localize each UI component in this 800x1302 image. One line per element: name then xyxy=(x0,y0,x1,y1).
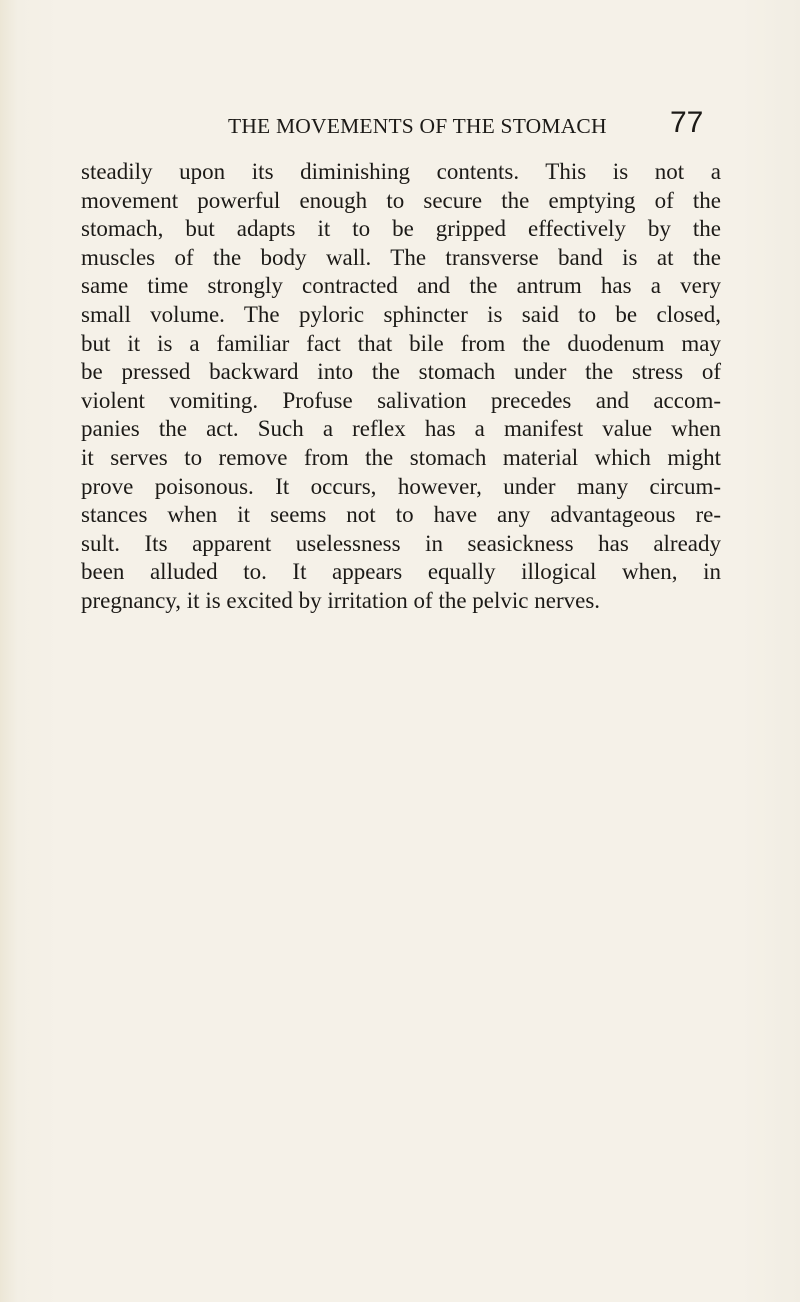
text-line: stomach, but adapts it to be gripped effectively by the xyxy=(81,216,721,242)
text-line: stances when it seems not to have any advantageous re- xyxy=(81,502,721,528)
text-line: small volume. The pyloric sphincter is said to be closed, xyxy=(81,301,721,327)
text-line: been alluded to. It appears equally illogical when, in xyxy=(81,559,721,585)
text-line: same time strongly contracted and the antrum has a very xyxy=(81,273,721,299)
page-number: 77 xyxy=(670,106,704,139)
text-line: pregnancy, it is excited by irritation of the pelvic nerves. xyxy=(81,587,601,613)
running-title: THE MOVEMENTS OF THE STOMACH xyxy=(228,114,607,138)
text-line: it serves to remove from the stomach material which might xyxy=(81,444,721,470)
text-line: violent vomiting. Profuse salivation precedes and accom- xyxy=(81,387,721,413)
body-paragraph xyxy=(81,158,721,616)
text-line: muscles of the body wall. The transverse band is at the xyxy=(81,244,721,270)
page-header xyxy=(0,106,800,146)
text-line: panies the act. Such a reflex has a manifest value when xyxy=(81,416,721,442)
text-line: steadily upon its diminishing contents. This is not a xyxy=(81,159,721,184)
text-line: prove poisonous. It occurs, however, under many circum- xyxy=(81,473,721,499)
text-line: be pressed backward into the stomach under the stress of xyxy=(81,359,721,385)
text-line: sult. Its apparent uselessness in seasickness has already xyxy=(81,530,721,556)
text-line: movement powerful enough to secure the emptying of the xyxy=(81,187,721,213)
text-line: but it is a familiar fact that bile from the duodenum may xyxy=(81,330,721,356)
